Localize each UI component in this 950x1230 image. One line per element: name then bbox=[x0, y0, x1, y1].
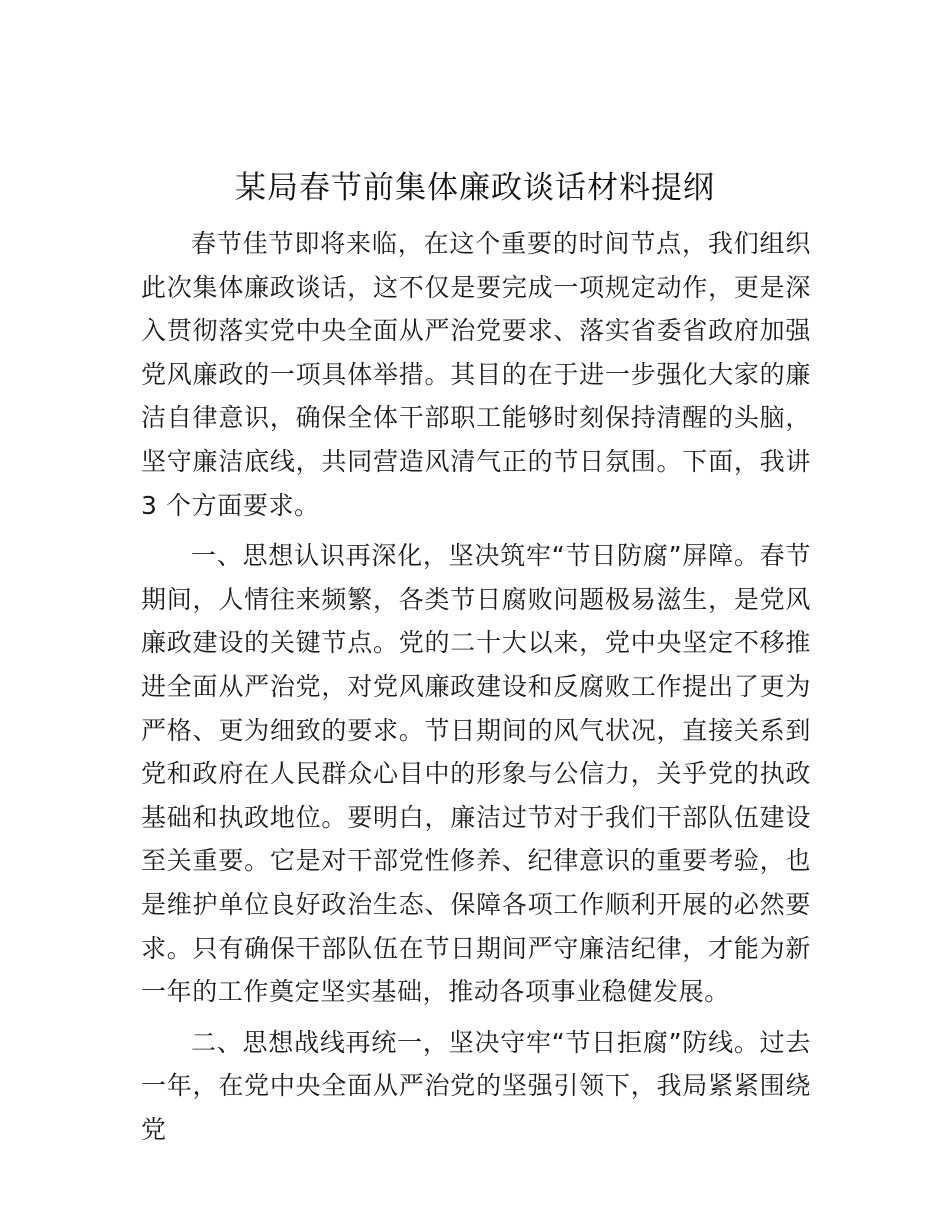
paragraph-section-two: 二、思想战线再统一，坚决守牢“节日拒腐”防线。过去一年，在党中央全面从严治党的坚强引领下，我局紧紧围绕党 bbox=[141, 1027, 811, 1144]
paragraph-section-one: 一、思想认识再深化，坚决筑牢“节日防腐”屏障。春节期间，人情往来频繁，各类节日腐败问题极易滋生，是党风廉政建设的关键节点。党的二十大以来，党中央坚定不移推进全面从严治党，对党风廉政建设和反腐败工作提出了更为严格、更为细致的要求。节日期间的风气状况，直接关系到党和政府在人民群众心目中的形象与公信力，关乎党的执政基础和执政地位。要明白，廉洁过节对于我们干部队伍建设至关重要。它是对干部党性修养、纪律意识的重要考验，也是维护单位良好政治生态、保障各项工作顺利开展的必然要求。只有确保干部队伍在节日期间严守廉洁纪律，才能为新一年的工作奠定坚实基础，推动各项事业稳健发展。 bbox=[141, 541, 811, 1007]
document-title: 某局春节前集体廉政谈话材料提纲 bbox=[235, 170, 715, 206]
paragraph-intro: 春节佳节即将来临，在这个重要的时间节点，我们组织此次集体廉政谈话，这不仅是要完成一项规定动作，更是深入贯彻落实党中央全面从严治党要求、落实省委省政府加强党风廉政的一项具体举措。其目的在于进一步强化大家的廉洁自律意识，确保全体干部职工能够时刻保持清醒的头脑，坚守廉洁底线，共同营造风清气正的节日氛围。下面，我讲 3 个方面要求。 bbox=[141, 229, 811, 520]
document-body bbox=[141, 222, 811, 1151]
